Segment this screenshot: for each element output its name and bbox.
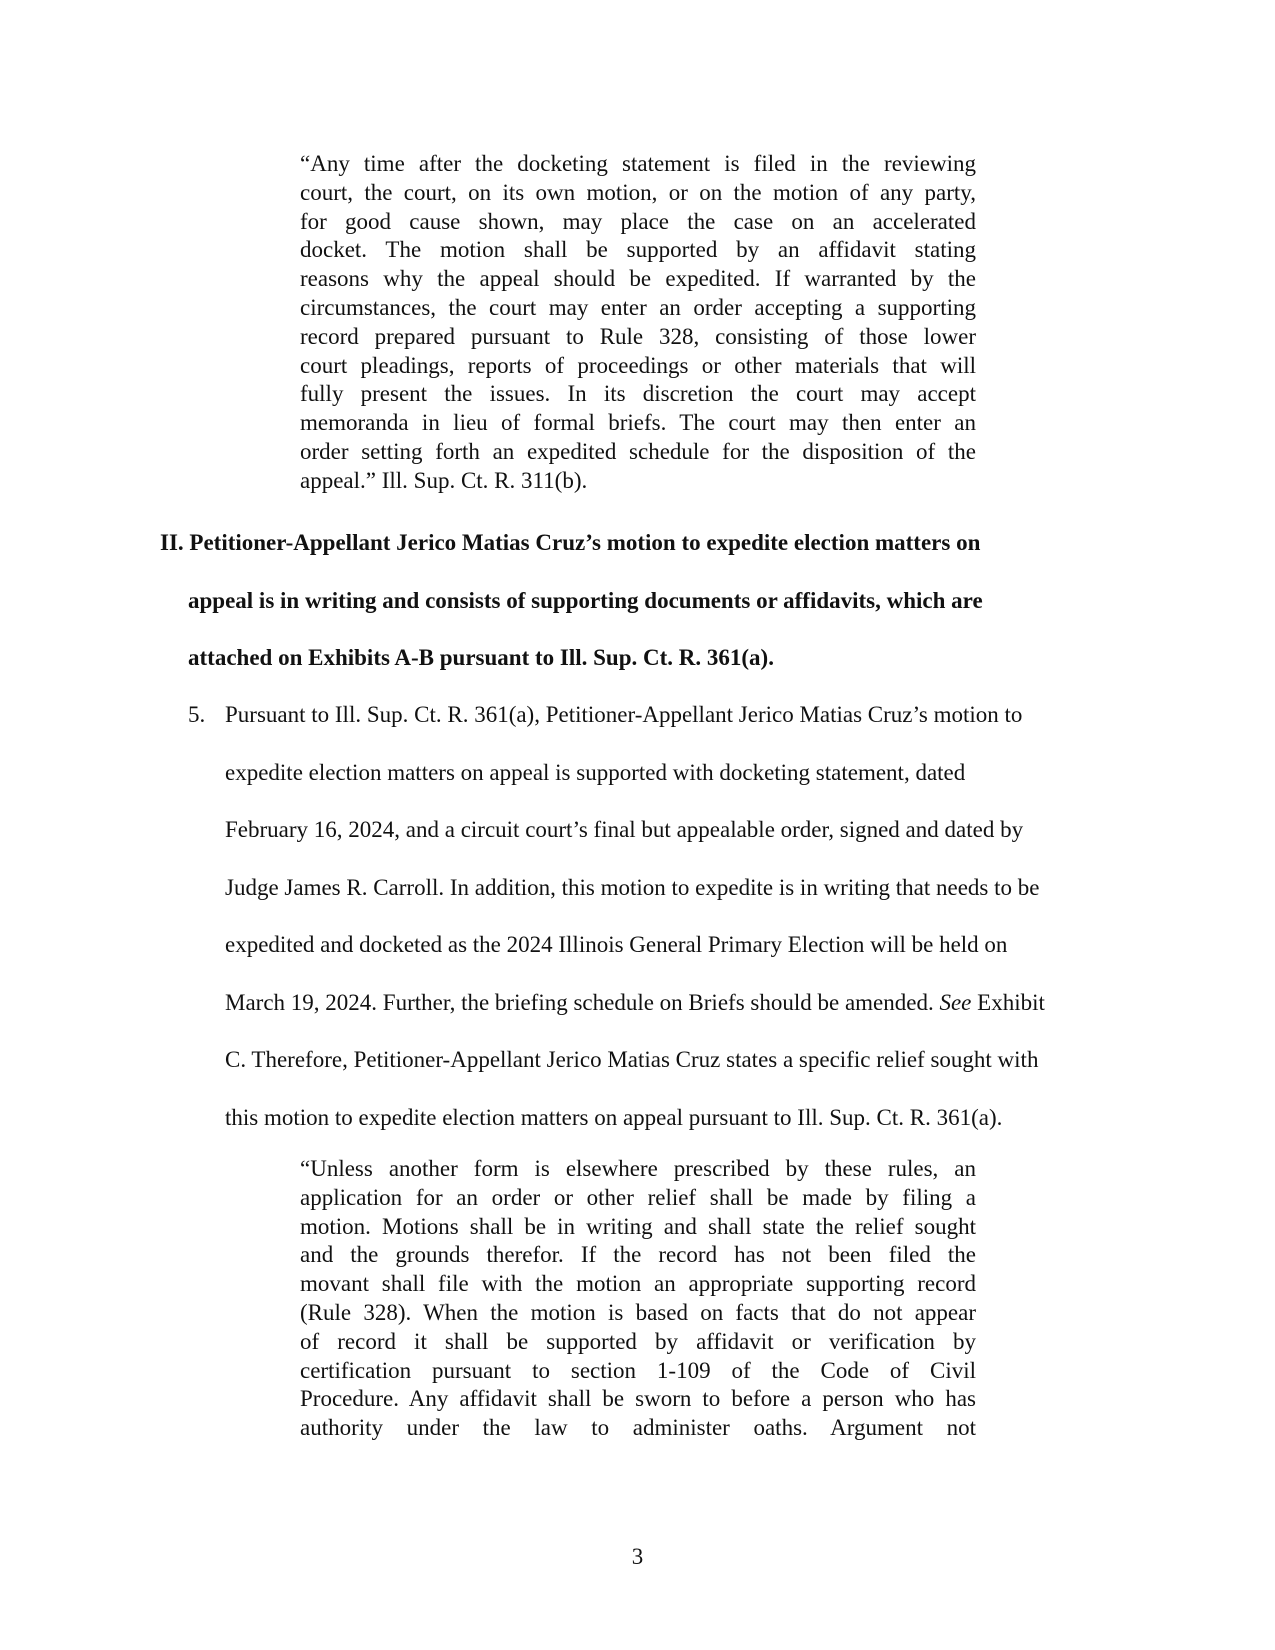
quote-line: application for an order or other relief shall be made by filing a: [300, 1184, 976, 1210]
block-quote-rule-311b: [300, 150, 976, 496]
line-6-text-before: March 19, 2024. Further, the briefing schedule on Briefs should be amended.: [225, 989, 940, 1015]
quote-line: authority under the law to administer oaths. Argument not: [300, 1415, 976, 1441]
quote-line: docket. The motion shall be supported by an affidavit stating: [300, 237, 976, 263]
numbered-paragraph-5: [188, 686, 1128, 1146]
quote-line: order setting forth an expedited schedule for the disposition of the: [300, 438, 976, 464]
quote-line: movant shall file with the motion an appropriate supporting record: [300, 1271, 976, 1297]
paragraph-line-2: expedite election matters on appeal is supported with docketing statement, dated: [225, 759, 966, 785]
quote-line: for good cause shown, may place the case on an accelerated: [300, 208, 976, 234]
quote-line: Procedure. Any affidavit shall be sworn to before a person who has: [300, 1386, 976, 1412]
quote-line: record prepared pursuant to Rule 328, consisting of those lower: [300, 323, 976, 349]
quote-line: motion. Motions shall be in writing and shall state the relief sought: [300, 1213, 976, 1239]
quote-line: court pleadings, reports of proceedings or other materials that will: [300, 352, 976, 378]
heading-text-1: Petitioner-Appellant Jerico Matias Cruz’s motion to expedite election matters on: [189, 530, 981, 555]
quote-line: reasons why the appeal should be expedited. If warranted by the: [300, 266, 976, 292]
paragraph-line-1: Pursuant to Ill. Sup. Ct. R. 361(a), Petitioner-Appellant Jerico Matias Cruz’s motion to: [225, 702, 1023, 727]
quote-line: memoranda in lieu of formal briefs. The court may then enter an: [300, 410, 976, 436]
quote-line: court, the court, on its own motion, or on the motion of any party,: [300, 179, 976, 205]
paragraph-line-5: expedited and docketed as the 2024 Illinois General Primary Election will be held on: [225, 932, 1008, 957]
paragraph-line-4: Judge James R. Carroll. In addition, this motion to expedite is in writing that needs to be: [225, 874, 1040, 900]
paragraph-line-3: February 16, 2024, and a circuit court’s final but appealable order, signed and dated by: [225, 817, 1024, 842]
quote-line: appeal.” Ill. Sup. Ct. R. 311(b).: [300, 467, 588, 493]
quote-line: “Unless another form is elsewhere prescribed by these rules, an: [300, 1156, 976, 1181]
page-number: 3: [631, 1544, 644, 1569]
quote-line: fully present the issues. In its discretion the court may accept: [300, 381, 976, 407]
heading-line-1: [160, 514, 1100, 572]
paragraph-line-7: C. Therefore, Petitioner-Appellant Jerico Matias Cruz states a specific relief sought with: [225, 1047, 1039, 1072]
quote-line: circumstances, the court may enter an order accepting a supporting: [300, 294, 976, 320]
paragraph-number: 5.: [188, 702, 206, 727]
line-6-text-after: Exhibit: [971, 989, 1045, 1015]
quote-line: (Rule 328). When the motion is based on facts that do not appear: [300, 1299, 976, 1325]
quote-line: and the grounds therefor. If the record has not been filed the: [300, 1242, 976, 1268]
quote-line: certification pursuant to section 1-109 of the Code of Civil: [300, 1357, 976, 1383]
heading-line-2: appeal is in writing and consists of supporting documents or affidavits, which are: [188, 587, 983, 613]
paragraph-line-8: this motion to expedite election matters on appeal pursuant to Ill. Sup. Ct. R. 361(a).: [225, 1104, 1003, 1130]
heading-number: II.: [160, 530, 184, 555]
block-quote-rule-361a: [300, 1155, 976, 1443]
quote-line: “Any time after the docketing statement is filed in the reviewing: [300, 151, 976, 176]
section-heading-ii: [160, 514, 1100, 687]
quote-line: of record it shall be supported by affidavit or verification by: [300, 1328, 976, 1354]
line-6-italic-see: See: [939, 989, 972, 1015]
heading-line-3: attached on Exhibits A-B pursuant to Ill. Sup. Ct. R. 361(a).: [188, 645, 774, 670]
paragraph-line-6: [188, 974, 1128, 1032]
